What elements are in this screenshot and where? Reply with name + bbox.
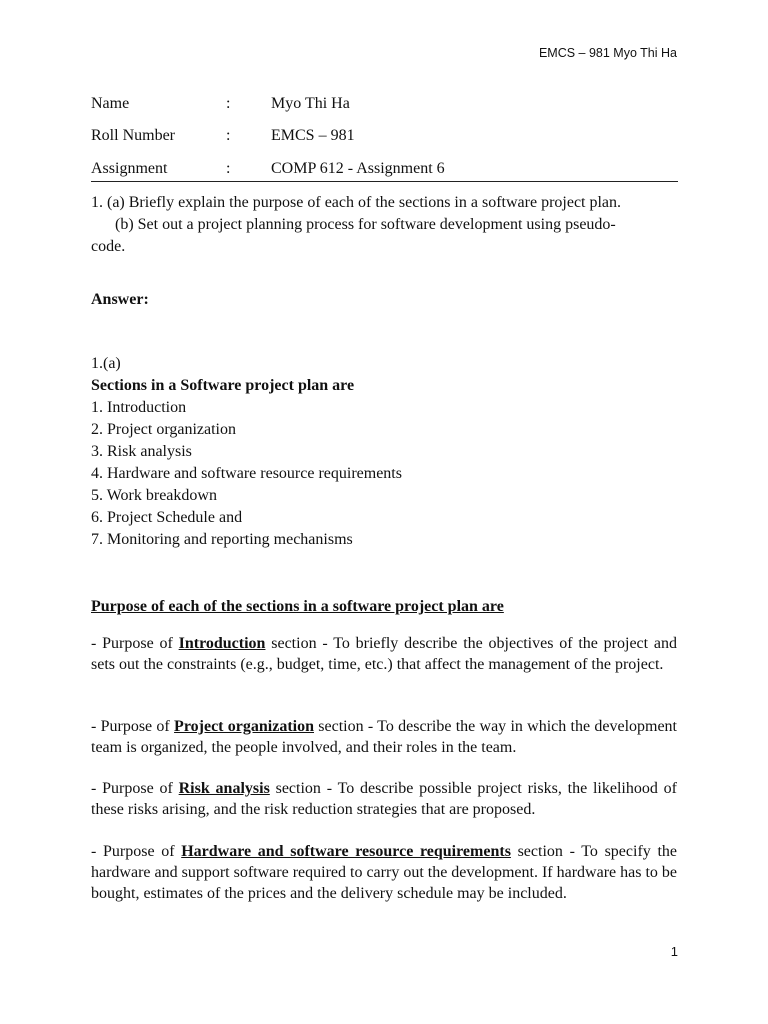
- name-label: Name: [91, 95, 130, 112]
- page-number: 1: [670, 944, 678, 959]
- purpose-term: Introduction: [178, 635, 266, 652]
- question-line-c: code.: [91, 238, 126, 255]
- sections-heading: Sections in a Software project plan are: [91, 377, 355, 394]
- purpose-term: Hardware and software resource requirements: [181, 843, 511, 860]
- horizontal-rule: [91, 181, 678, 182]
- assignment-label: Assignment: [91, 160, 168, 177]
- purpose-prefix: - Purpose of: [91, 635, 179, 652]
- purpose-description: section - To describe possible project risks, the likelihood of these risks arising, and the risk reduction strategies that are proposed.: [91, 780, 677, 818]
- purpose-paragraph-risk-analysis: [91, 778, 677, 820]
- purpose-prefix: - Purpose of: [91, 718, 175, 735]
- running-header: EMCS – 981 Myo Thi Ha: [538, 46, 677, 60]
- question-line-a: 1. (a) Briefly explain the purpose of each of the sections in a software project plan.: [91, 194, 622, 211]
- roll-number-value: EMCS – 981: [271, 127, 355, 144]
- sections-list-item: 2. Project organization: [91, 421, 236, 438]
- sections-list-item: 6. Project Schedule and: [91, 509, 243, 526]
- sections-list-item: 4. Hardware and software resource requirements: [91, 465, 402, 482]
- purpose-description: section - To describe the way in which the development team is organized, the people involved, and their roles in the team.: [91, 718, 678, 756]
- name-value: Myo Thi Ha: [271, 95, 350, 112]
- purpose-heading: Purpose of each of the sections in a software project plan are: [91, 598, 504, 615]
- sections-list-item: 1. Introduction: [91, 399, 187, 416]
- answer-heading: Answer:: [91, 291, 149, 308]
- purpose-term: Risk analysis: [178, 780, 270, 797]
- purpose-paragraph-project-organization: [91, 716, 677, 758]
- purpose-paragraph-hardware-software: [91, 841, 677, 904]
- roll-number-label: Roll Number: [91, 127, 175, 144]
- purpose-description: section - To specify the hardware and support software required to carry out the development. If hardware has to be bought, estimates of the prices and the delivery schedule may be included.: [91, 843, 677, 902]
- purpose-prefix: - Purpose of: [91, 843, 182, 860]
- roll-number-colon: :: [226, 127, 231, 144]
- purpose-term: Project organization: [174, 718, 314, 735]
- purpose-paragraph-introduction: [91, 633, 677, 675]
- purpose-prefix: - Purpose of: [91, 780, 179, 797]
- assignment-value: COMP 612 - Assignment 6: [271, 160, 445, 177]
- assignment-colon: :: [226, 160, 231, 177]
- sections-list-item: 7. Monitoring and reporting mechanisms: [91, 531, 353, 548]
- part-label: 1.(a): [91, 355, 121, 372]
- sections-list-item: 3. Risk analysis: [91, 443, 192, 460]
- name-colon: :: [226, 95, 231, 112]
- purpose-description: section - To briefly describe the objectives of the project and sets out the constraints (e.g., budget, time, etc.) that affect the management of the project.: [91, 635, 677, 673]
- question-line-b: (b) Set out a project planning process for software development using pseudo-: [115, 216, 616, 233]
- sections-list-item: 5. Work breakdown: [91, 487, 217, 504]
